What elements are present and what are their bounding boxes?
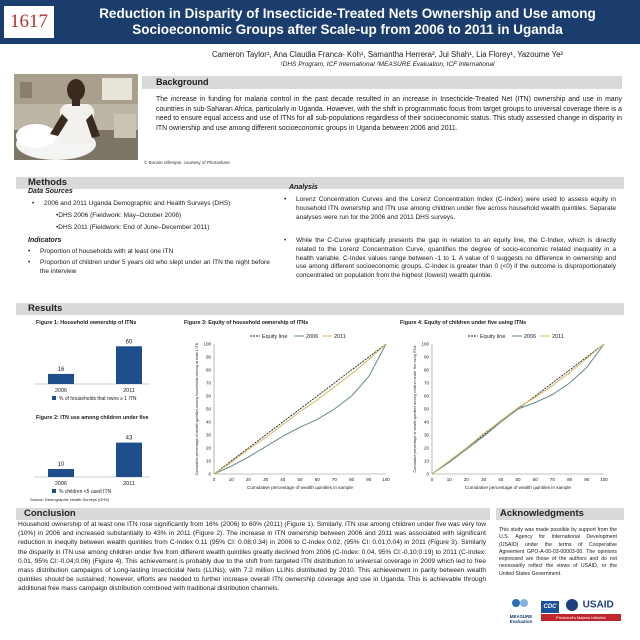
- indicator-item: • Proportion of households with at least one ITN: [28, 248, 174, 255]
- data-source-item: • 2006 and 2011 Uganda Demographic and Health Surveys (DHS): [32, 200, 231, 207]
- x-tick-label: 60: [532, 477, 538, 482]
- source-note: Source: Demographic Health Surveys (DHS): [30, 497, 110, 502]
- background-heading: Background: [156, 77, 209, 87]
- tick-label: 2011: [123, 388, 135, 394]
- legend-swatch: [52, 489, 56, 493]
- x-tick-label: 80: [567, 477, 573, 482]
- usaid-seal-icon: [566, 599, 578, 611]
- series-line-equity-line: [214, 344, 386, 474]
- bar-2011: [116, 346, 142, 384]
- x-axis-label: Cumulative percentage of wealth quintiles in sample: [465, 485, 571, 490]
- y-tick-label: 20: [205, 445, 211, 451]
- author-list: Cameron Taylor¹, Ana Claudia Franca- Koh¹, Samantha Herrera², Jui Shah¹, Lia Florey¹, Yazoume Ye²: [211, 50, 564, 59]
- results-heading: Results: [28, 303, 63, 314]
- figure-4-chart: [398, 328, 614, 498]
- data-sources-heading: Data Sources: [28, 188, 73, 195]
- affiliations: ¹DHS Program, ICF International ²MEASURE Evaluation, ICF International: [280, 61, 495, 68]
- y-tick-label: 40: [423, 419, 429, 425]
- indicator-text: Proportion of children under 5 years old who slept under an ITN the night before the interview: [40, 259, 270, 275]
- conclusion-text: Household ownership of at least one ITN rose significantly from 16% (2006) to 60% (2011) (Figure 1). Similarly, ITN use among children under five was very low (10%) in 2006 and increased substantially to 43% in 2011 (Figure 2). The increase in ITN ownership between 2006 and 2011 was associated with significant reduction in inequity between wealth quintiles from C-Index 0.11 (95% CI: 0.08;0.34) in 2006 to C-Index 0.02, (95% CI: 0.01;0.04) in 2011 (Figure 3). Similarly the disparity in ITN use among children under five from different wealth quintiles greatly declined from 2006 (C-Index: 0.04, 95% CI:-0.10;0:19) to 2011 (C-Index: 0.01, 95% CI:-0.04;0.06) (Figure 4). This achievement is probably due to the shift from targeted ITN distribution to universal coverage in 2009 which led to free mass distribution campaigns of Long-lasting Insecticidal Nets (LLINs), with 7.2 million LLINs distributed by 2010. This achievement in parity between wealth quintiles should be sustained; however, efforts are needed to further increase overall ITN ownership coverage and use in Uganda. This is achievable through additional free mass campaign distribution combined with traditional distribution channels.: [18, 521, 486, 593]
- data-source-text: 2006 and 2011 Uganda Demographic and Health Surveys (DHS): [44, 200, 231, 207]
- data-source-sub-item: •DHS 2006 (Fieldwork: May–October 2006): [56, 212, 182, 219]
- y-tick-label: 90: [423, 354, 429, 360]
- y-tick-label: 30: [423, 432, 429, 438]
- figure-4-title: Figure 4: Equity of children under five using ITNs: [400, 320, 527, 326]
- indicators-heading: Indicators: [28, 237, 62, 244]
- x-tick-label: 80: [349, 477, 355, 482]
- x-tick-label: 60: [314, 477, 320, 482]
- analysis-text: Lorenz Concentration Curves and the Lorenz Concentration Index (C-Index) were used to assess equity in household ITN ownership and ITN use among children under five across household wealth quintiles. Separate analyses were run for the 2006 and 2011 DHS surveys.: [296, 196, 616, 221]
- bar-2011: [116, 443, 142, 477]
- bar-2006: [48, 469, 74, 477]
- legend-label: Equity line: [480, 334, 506, 340]
- y-tick-label: 10: [205, 458, 211, 464]
- conclusion-heading-bar: [16, 508, 490, 520]
- y-axis-label: Cumulative percentage of wealth quintiles among households owning at least 1 ITN: [195, 342, 199, 476]
- x-tick-label: 10: [446, 477, 452, 482]
- ack-heading: Acknowledgments: [500, 508, 584, 519]
- analysis-item: • Lorenz Concentration Curves and the Lorenz Concentration Index (C-Index) were used to assess equity in household ITN ownership and ITN use among children under five across household wealth quintiles. Separate analyses were run for the 2006 and 2011 DHS surveys.: [284, 196, 616, 221]
- data-label: 16: [57, 366, 65, 373]
- x-tick-label: 70: [549, 477, 555, 482]
- legend-label: 2011: [552, 334, 564, 340]
- y-tick-label: 80: [423, 367, 429, 373]
- poster-title: [60, 6, 635, 38]
- results-heading-bar: [16, 303, 624, 315]
- x-tick-label: 30: [481, 477, 487, 482]
- conclusion-heading: Conclusion: [24, 508, 76, 519]
- tick-label: 2006: [54, 388, 68, 394]
- photo-credit: © Bonnie Gillespie, courtesy of Photoshare: [144, 160, 230, 165]
- x-tick-label: 90: [584, 477, 590, 482]
- indicator-text: Proportion of households with at least one ITN: [40, 248, 174, 255]
- measure-logo-text: MEASURE Evaluation: [509, 614, 533, 624]
- figure-3-chart: [180, 328, 392, 498]
- y-tick-label: 90: [205, 354, 211, 360]
- x-tick-label: 0: [212, 477, 216, 482]
- title-line-2: Socioeconomic Groups after Scale-up from 2006 to 2011 in Uganda: [132, 22, 563, 37]
- x-tick-label: 70: [331, 477, 337, 482]
- y-tick-label: 30: [205, 432, 211, 438]
- indicator-item: • Proportion of children under 5 years old who slept under an ITN the night before the interview: [28, 259, 270, 275]
- x-tick-label: 100: [600, 477, 608, 482]
- x-tick-label: 0: [430, 477, 434, 482]
- y-tick-label: 60: [423, 393, 429, 399]
- y-tick-label: 0: [208, 471, 211, 477]
- measure-logo: [504, 596, 538, 624]
- x-tick-label: 40: [498, 477, 504, 482]
- y-tick-label: 100: [203, 341, 211, 347]
- cdc-logo: CDC: [541, 601, 559, 613]
- legend-label: % of households that owns ≥ 1 ITN: [59, 396, 137, 402]
- y-tick-label: 0: [426, 471, 429, 477]
- figure-1-chart: [30, 332, 170, 412]
- bar-2006: [48, 374, 74, 384]
- x-tick-label: 100: [382, 477, 390, 482]
- legend-swatch: [52, 396, 56, 400]
- x-tick-label: 20: [463, 477, 469, 482]
- legend-label: % children <5 used ITN: [59, 489, 112, 495]
- data-source-sub-item: •DHS 2011 (Fieldwork: End of June–December 2011): [56, 224, 210, 231]
- x-tick-label: 40: [280, 477, 286, 482]
- x-tick-label: 50: [515, 477, 521, 482]
- methods-heading: Methods: [28, 177, 68, 188]
- legend-label: 2011: [334, 334, 346, 340]
- title-line-1: Reduction in Disparity of Insecticide-Treated Nets Ownership and Use among: [99, 6, 596, 21]
- x-axis-label: Cumulative percentage of wealth quintiles in sample: [247, 485, 353, 490]
- data-label: 10: [57, 462, 65, 468]
- usaid-logo: [561, 596, 619, 612]
- figure-2-title: Figure 2: ITN use among children under five: [36, 415, 149, 421]
- y-tick-label: 70: [423, 380, 429, 386]
- y-tick-label: 60: [205, 393, 211, 399]
- tick-label: 2006: [54, 481, 68, 487]
- methods-heading-bar: [16, 177, 624, 189]
- photo-illustration: [14, 74, 138, 160]
- x-tick-label: 20: [245, 477, 251, 482]
- legend-label: 2006: [524, 334, 537, 340]
- figure-1-title: Figure 1: Household ownership of ITNs: [36, 320, 137, 326]
- y-tick-label: 100: [421, 341, 429, 347]
- y-tick-label: 70: [205, 380, 211, 386]
- x-tick-label: 30: [263, 477, 269, 482]
- legend-label: Equity line: [262, 334, 288, 340]
- y-tick-label: 20: [423, 445, 429, 451]
- y-tick-label: 80: [205, 367, 211, 373]
- poster-header: [0, 0, 640, 44]
- analysis-heading: Analysis: [289, 184, 318, 191]
- y-tick-label: 50: [423, 406, 429, 412]
- y-tick-label: 10: [423, 458, 429, 464]
- usaid-logo-text: USAID: [582, 599, 614, 611]
- figure-2-chart: [30, 425, 170, 505]
- x-tick-label: 10: [228, 477, 234, 482]
- measure-logo-mark: [510, 597, 532, 609]
- pmi-logo: President's Malaria Initiative: [541, 614, 621, 621]
- figure-3-title: Figure 3: Equity of household ownership of ITNs: [184, 320, 309, 326]
- data-label: 60: [125, 339, 133, 346]
- x-tick-label: 50: [297, 477, 303, 482]
- analysis-text: While the C-Curve graphically presents the gap in relation to an equity line, the C-Index, which is directly related to the Lorenz Concentration Curve, quantifies the degree of socio-economic related inequality in a health variable. C-Index values range between -1 to 1. A value of 0 suggests no difference in ownership and use among different socioeconomic groups. C-Index is greater than 0 (<0) if the outcome is disproportionately concentrated on population from the highest (lowest) wealth quintile.: [296, 237, 616, 280]
- legend-label: 2006: [306, 334, 319, 340]
- analysis-item: • While the C-Curve graphically presents the gap in relation to an equity line, the C-Index, which is directly related to the Lorenz Concentration Curve, quantifies the degree of socio-economic related inequality in a health variable. C-Index values range between -1 to 1. A value of 0 suggests no difference in ownership and use among different socioeconomic groups. C-Index is greater than 0 (<0) if the outcome is disproportionately concentrated on population from the highest (lowest) wealth quintile.: [284, 237, 616, 280]
- photo-woman-with-net: [14, 74, 138, 160]
- data-label: 43: [125, 435, 133, 442]
- y-axis-label: Cumulative percentage of wealth quintiles among children under five using ITNs: [413, 345, 417, 473]
- x-tick-label: 90: [366, 477, 372, 482]
- y-tick-label: 40: [205, 419, 211, 425]
- background-text: The increase in funding for malaria control in the past decade resulted in an increase in Insecticide-Treated Net (ITN) ownership and use in many countries in sub-Saharan Africa, particularly in Uganda. However, with the shift in programmatic focus from target groups to universal coverage there is a need to ensure equal access and use of ITNs for all sub-populations regardless of their socioeconomic status. This study assessed change in disparity in ITN ownership and use among different socioeconomic groups in Uganda between 2006 and 2011.: [156, 96, 622, 133]
- y-tick-label: 50: [205, 406, 211, 412]
- tick-label: 2011: [123, 481, 135, 487]
- ack-text: This study was made possible by support from the U.S. Agency for International Development (USAID) under the terms of Cooperative Agreement GPO-A-00-03-00003-00. The opinions expressed are those of the authors and do not necessarily reflect the views of USAID, or the United States Government.: [499, 527, 617, 577]
- background-heading-bar: [142, 76, 622, 89]
- poster-number: 1617: [4, 6, 54, 38]
